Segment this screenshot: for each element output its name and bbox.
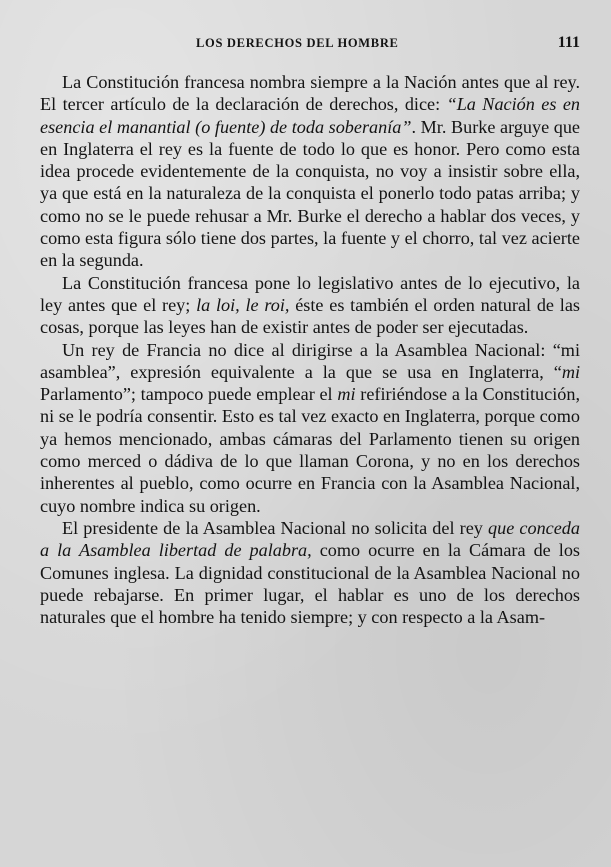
text-run: . Mr. Burke arguye que en Inglaterra el rey es la fuente de todo lo que es honor. Pero como esta idea procede evidentemente de la conquista, no voy a insistir sobre ella, ya que está en la naturaleza de la conquista el ponerlo todo patas arriba; y como no se le puede rehusar a Mr. Burke el derecho a hablar dos veces, y como esta figura sólo tiene dos partes, la fuente y el chorro, tal vez acierte en la segunda.	[40, 116, 580, 271]
text-run: éste es también el orden natural de las cosas, porque las leyes han de existir antes de poder ser ejecutadas.	[40, 294, 580, 338]
paragraph-1	[40, 71, 580, 272]
text-run: como ocurre en la Cámara de los Comunes inglesa. La dignidad constitucional de la Asamblea Nacional no puede rebajarse. En primer lugar, el hablar es uno de los derechos naturales que el hombre ha tenido siempre; y con respecto a la Asam-	[40, 540, 580, 628]
italic-run: mi	[337, 384, 356, 405]
paragraph-2	[40, 272, 580, 339]
paragraph-3	[40, 339, 580, 517]
page-number: 111	[557, 34, 580, 51]
text-run: refiriéndose a la Constitución, ni se le podría consentir. Esto es tal vez exacto en Inglaterra, porque como ya hemos mencionado, ambas cámaras del Parlamento tienen su origen como merced o dádiva de lo que llaman Corona, y no en los derechos inherentes al pueblo, como ocurre en Francia con la Asamblea Nacional, cuyo nombre indica su origen.	[40, 384, 581, 516]
body-text	[40, 71, 580, 628]
italic-run: “La Nación es en esencia el manantial (o fuente) de toda soberanía”	[40, 94, 580, 137]
text-run: Un rey de Francia no dice al dirigirse a la Asamblea Nacional: “mi asamblea”, expresión equivalente a la que se usa en Inglaterra, “	[40, 339, 580, 382]
text-run: La Constitución francesa nombra siempre a la Nación antes que al rey. El tercer artículo de la declaración de derechos, dice:	[40, 72, 580, 115]
text-run: Parlamento”; tampoco puede emplear el	[40, 384, 338, 405]
italic-run: que conceda a la Asamblea libertad de palabra,	[40, 517, 580, 561]
running-head: LOS DERECHOS DEL HOMBRE	[196, 36, 399, 50]
text-run: El presidente de la Asamblea Nacional no solicita del rey	[62, 517, 489, 538]
italic-run: mi	[561, 361, 580, 382]
paragraph-4	[40, 517, 580, 628]
text-run: La Constitución francesa pone lo legislativo antes de lo ejecutivo, la ley antes que el rey;	[40, 272, 580, 315]
italic-run: la loi, le roi,	[196, 294, 290, 315]
page-header	[196, 36, 586, 58]
